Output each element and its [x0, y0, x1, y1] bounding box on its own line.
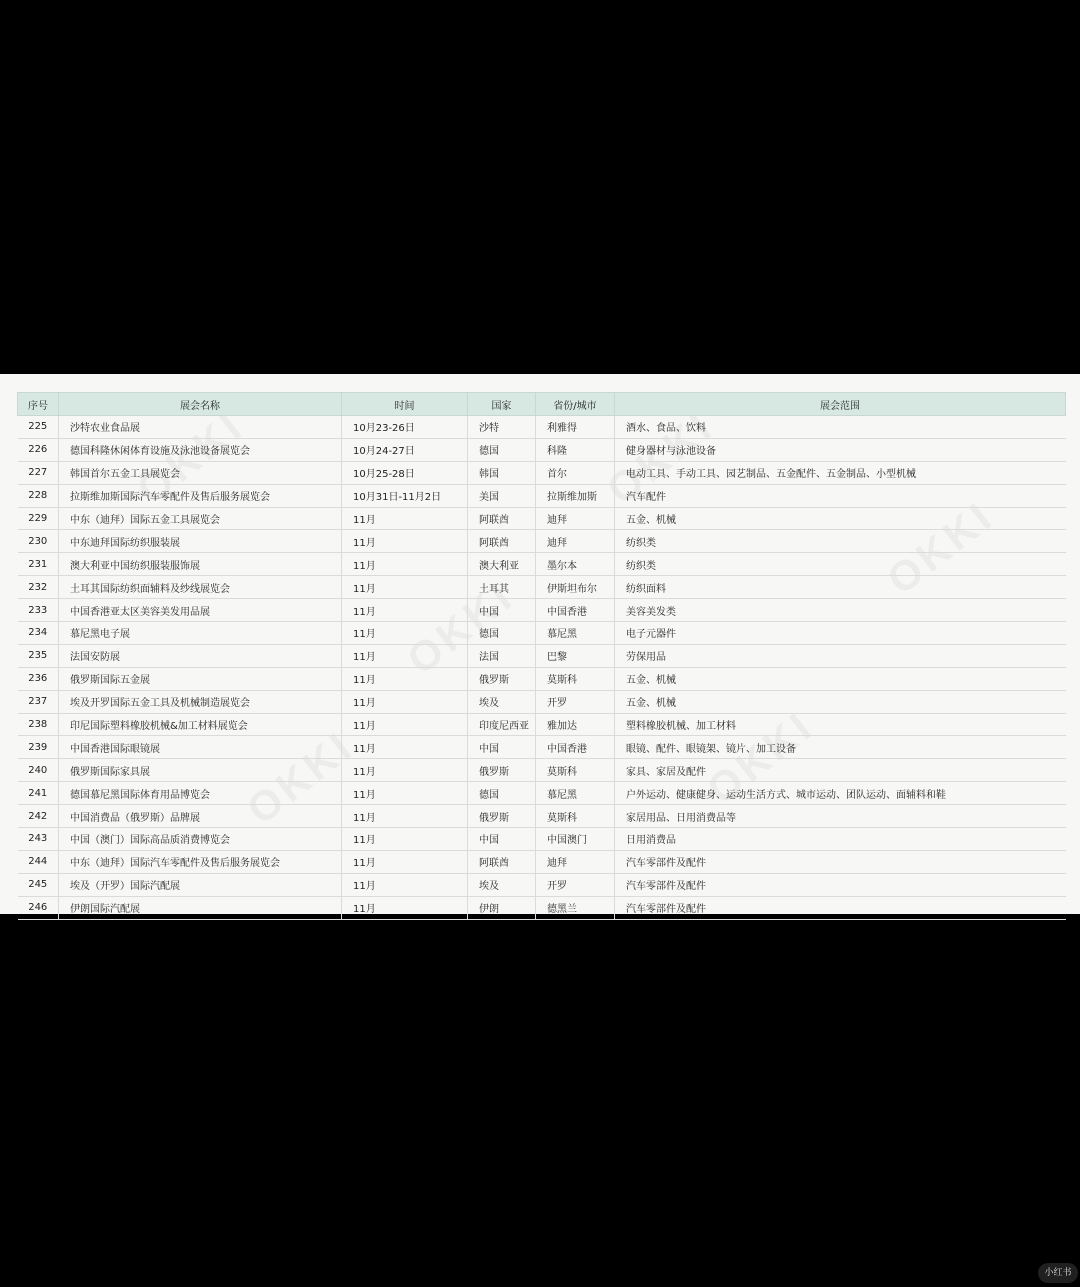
table-row [18, 416, 1066, 439]
cell-time: 11月 [342, 782, 468, 805]
cell-time: 11月 [342, 713, 468, 736]
cell-index: 227 [18, 461, 59, 484]
cell-country: 俄罗斯 [468, 667, 536, 690]
cell-city: 开罗 [536, 690, 615, 713]
cell-city: 雅加达 [536, 713, 615, 736]
table-row [18, 622, 1066, 645]
cell-time: 11月 [342, 805, 468, 828]
cell-country: 中国 [468, 828, 536, 851]
cell-name: 德国科隆休闲体育设施及泳池设备展览会 [59, 438, 342, 461]
cell-index: 225 [18, 416, 59, 439]
cell-index: 228 [18, 484, 59, 507]
table-row [18, 644, 1066, 667]
cell-scope: 酒水、食品、饮料 [615, 416, 1066, 439]
cell-name: 中东迪拜国际纺织服装展 [59, 530, 342, 553]
cell-country: 中国 [468, 599, 536, 622]
cell-scope: 纺织类 [615, 530, 1066, 553]
cell-country: 美国 [468, 484, 536, 507]
cell-name: 俄罗斯国际家具展 [59, 759, 342, 782]
cell-city: 莫斯科 [536, 667, 615, 690]
table-row [18, 782, 1066, 805]
cell-scope: 五金、机械 [615, 690, 1066, 713]
cell-city: 莫斯科 [536, 759, 615, 782]
cell-name: 沙特农业食品展 [59, 416, 342, 439]
column-header-name: 展会名称 [59, 393, 342, 416]
table-row [18, 576, 1066, 599]
cell-time: 10月23-26日 [342, 416, 468, 439]
cell-name: 中国消费品（俄罗斯）品牌展 [59, 805, 342, 828]
cell-city: 迪拜 [536, 530, 615, 553]
cell-city: 科隆 [536, 438, 615, 461]
cell-time: 11月 [342, 507, 468, 530]
cell-time: 11月 [342, 599, 468, 622]
cell-name: 埃及（开罗）国际汽配展 [59, 873, 342, 896]
cell-name: 中国香港亚太区美容美发用品展 [59, 599, 342, 622]
cell-name: 中国（澳门）国际高品质消费博览会 [59, 828, 342, 851]
cell-name: 慕尼黑电子展 [59, 622, 342, 645]
cell-city: 首尔 [536, 461, 615, 484]
cell-name: 土耳其国际纺织面辅料及纱线展览会 [59, 576, 342, 599]
column-header-country: 国家 [468, 393, 536, 416]
cell-city: 墨尔本 [536, 553, 615, 576]
cell-country: 俄罗斯 [468, 759, 536, 782]
table-row [18, 553, 1066, 576]
cell-city: 中国香港 [536, 736, 615, 759]
column-header-scope: 展会范围 [615, 393, 1066, 416]
cell-time: 11月 [342, 622, 468, 645]
column-header-index: 序号 [18, 393, 59, 416]
cell-time: 10月24-27日 [342, 438, 468, 461]
exhibition-sheet [0, 374, 1080, 914]
column-header-city: 省份/城市 [536, 393, 615, 416]
cell-scope: 纺织类 [615, 553, 1066, 576]
cell-country: 印度尼西亚 [468, 713, 536, 736]
table-row [18, 850, 1066, 873]
cell-index: 234 [18, 622, 59, 645]
cell-index: 240 [18, 759, 59, 782]
cell-time: 11月 [342, 873, 468, 896]
cell-time: 10月31日-11月2日 [342, 484, 468, 507]
cell-index: 230 [18, 530, 59, 553]
table-row [18, 530, 1066, 553]
cell-country: 澳大利亚 [468, 553, 536, 576]
cell-index: 237 [18, 690, 59, 713]
cell-city: 慕尼黑 [536, 622, 615, 645]
cell-index: 229 [18, 507, 59, 530]
cell-time: 11月 [342, 690, 468, 713]
cell-country: 德国 [468, 622, 536, 645]
cell-index: 232 [18, 576, 59, 599]
cell-time: 11月 [342, 896, 468, 919]
table-row [18, 484, 1066, 507]
cell-scope: 电动工具、手动工具、园艺制品、五金配件、五金制品、小型机械 [615, 461, 1066, 484]
table-row [18, 896, 1066, 919]
cell-time: 11月 [342, 759, 468, 782]
cell-country: 德国 [468, 782, 536, 805]
cell-scope: 塑料橡胶机械、加工材料 [615, 713, 1066, 736]
cell-scope: 美容美发类 [615, 599, 1066, 622]
table-row [18, 461, 1066, 484]
cell-country: 阿联酋 [468, 530, 536, 553]
cell-country: 土耳其 [468, 576, 536, 599]
cell-index: 246 [18, 896, 59, 919]
cell-index: 231 [18, 553, 59, 576]
cell-time: 11月 [342, 850, 468, 873]
cell-city: 中国香港 [536, 599, 615, 622]
cell-city: 莫斯科 [536, 805, 615, 828]
cell-index: 239 [18, 736, 59, 759]
cell-country: 中国 [468, 736, 536, 759]
cell-country: 阿联酋 [468, 507, 536, 530]
cell-scope: 汽车零部件及配件 [615, 850, 1066, 873]
cell-scope: 电子元器件 [615, 622, 1066, 645]
cell-city: 开罗 [536, 873, 615, 896]
cell-name: 澳大利亚中国纺织服装服饰展 [59, 553, 342, 576]
table-row [18, 736, 1066, 759]
cell-time: 11月 [342, 736, 468, 759]
table-row [18, 759, 1066, 782]
cell-country: 埃及 [468, 873, 536, 896]
cell-city: 拉斯维加斯 [536, 484, 615, 507]
cell-name: 中国香港国际眼镜展 [59, 736, 342, 759]
cell-city: 伊斯坦布尔 [536, 576, 615, 599]
table-body [18, 416, 1066, 920]
cell-country: 法国 [468, 644, 536, 667]
cell-time: 11月 [342, 530, 468, 553]
cell-time: 11月 [342, 576, 468, 599]
cell-scope: 家居用品、日用消费品等 [615, 805, 1066, 828]
cell-name: 中东（迪拜）国际汽车零配件及售后服务展览会 [59, 850, 342, 873]
exhibition-table [17, 392, 1066, 920]
column-header-time: 时间 [342, 393, 468, 416]
cell-name: 法国安防展 [59, 644, 342, 667]
cell-name: 中东（迪拜）国际五金工具展览会 [59, 507, 342, 530]
table-row [18, 828, 1066, 851]
platform-badge: 小红书 [1038, 1263, 1078, 1283]
table-row [18, 667, 1066, 690]
cell-city: 利雅得 [536, 416, 615, 439]
cell-scope: 家具、家居及配件 [615, 759, 1066, 782]
cell-scope: 汽车零部件及配件 [615, 873, 1066, 896]
cell-country: 沙特 [468, 416, 536, 439]
cell-index: 243 [18, 828, 59, 851]
cell-scope: 汽车零部件及配件 [615, 896, 1066, 919]
cell-city: 迪拜 [536, 850, 615, 873]
table-row [18, 805, 1066, 828]
cell-name: 俄罗斯国际五金展 [59, 667, 342, 690]
cell-scope: 纺织面料 [615, 576, 1066, 599]
cell-index: 238 [18, 713, 59, 736]
cell-city: 中国澳门 [536, 828, 615, 851]
cell-name: 韩国首尔五金工具展览会 [59, 461, 342, 484]
cell-scope: 眼镜、配件、眼镜架、镜片、加工设备 [615, 736, 1066, 759]
cell-scope: 五金、机械 [615, 667, 1066, 690]
cell-scope: 汽车配件 [615, 484, 1066, 507]
cell-country: 伊朗 [468, 896, 536, 919]
cell-city: 德黑兰 [536, 896, 615, 919]
table-row [18, 438, 1066, 461]
table-row [18, 873, 1066, 896]
cell-index: 233 [18, 599, 59, 622]
table-row [18, 507, 1066, 530]
cell-time: 11月 [342, 644, 468, 667]
cell-country: 德国 [468, 438, 536, 461]
table-header-row [18, 393, 1066, 416]
cell-time: 11月 [342, 553, 468, 576]
cell-scope: 劳保用品 [615, 644, 1066, 667]
table-row [18, 713, 1066, 736]
cell-country: 埃及 [468, 690, 536, 713]
cell-index: 242 [18, 805, 59, 828]
cell-name: 伊朗国际汽配展 [59, 896, 342, 919]
cell-index: 241 [18, 782, 59, 805]
cell-scope: 日用消费品 [615, 828, 1066, 851]
cell-scope: 户外运动、健康健身、运动生活方式、城市运动、团队运动、面辅料和鞋 [615, 782, 1066, 805]
table-row [18, 690, 1066, 713]
cell-time: 11月 [342, 828, 468, 851]
cell-country: 韩国 [468, 461, 536, 484]
cell-city: 慕尼黑 [536, 782, 615, 805]
cell-scope: 五金、机械 [615, 507, 1066, 530]
cell-index: 245 [18, 873, 59, 896]
cell-index: 226 [18, 438, 59, 461]
cell-city: 巴黎 [536, 644, 615, 667]
cell-index: 236 [18, 667, 59, 690]
cell-time: 11月 [342, 667, 468, 690]
cell-name: 德国慕尼黑国际体育用品博览会 [59, 782, 342, 805]
cell-name: 拉斯维加斯国际汽车零配件及售后服务展览会 [59, 484, 342, 507]
cell-index: 244 [18, 850, 59, 873]
cell-scope: 健身器材与泳池设备 [615, 438, 1066, 461]
table-row [18, 599, 1066, 622]
cell-time: 10月25-28日 [342, 461, 468, 484]
cell-name: 埃及开罗国际五金工具及机械制造展览会 [59, 690, 342, 713]
cell-city: 迪拜 [536, 507, 615, 530]
cell-country: 阿联酋 [468, 850, 536, 873]
cell-name: 印尼国际塑料橡胶机械&加工材料展览会 [59, 713, 342, 736]
cell-country: 俄罗斯 [468, 805, 536, 828]
cell-index: 235 [18, 644, 59, 667]
